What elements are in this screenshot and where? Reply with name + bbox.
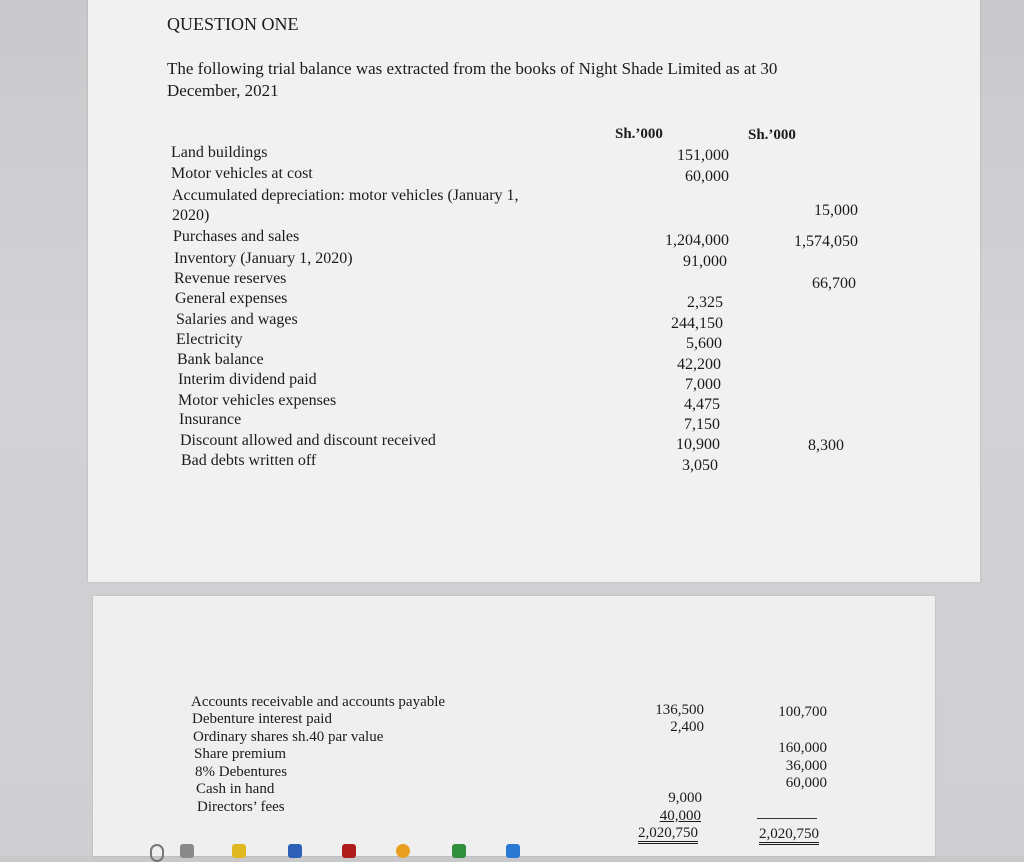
account-label: Cash in hand — [196, 781, 275, 797]
debit-amount: 1,204,000 — [665, 232, 729, 249]
credit-total-value: 2,020,750 — [759, 826, 819, 845]
debit-amount: 7,150 — [684, 416, 720, 433]
account-label: 2020) — [172, 207, 210, 224]
account-label: Debenture interest paid — [192, 711, 332, 727]
debit-total-value: 2,020,750 — [638, 825, 698, 844]
debit-amount: 5,600 — [686, 335, 722, 352]
credit-amount: 36,000 — [785, 758, 827, 774]
account-label: Salaries and wages — [176, 311, 298, 328]
taskbar — [0, 842, 1024, 856]
debit-amount: 2,400 — [670, 719, 704, 735]
debit-total — [588, 825, 698, 842]
credit-amount: 1,574,050 — [794, 233, 858, 250]
debit-amount: 91,000 — [683, 253, 727, 270]
account-label: Bad debts written off — [181, 452, 317, 469]
credit-amount: 100,700 — [778, 704, 827, 720]
account-label: Accounts receivable and accounts payable — [191, 694, 446, 710]
debit-column-header: Sh.’000 — [615, 126, 663, 142]
refresh-icon[interactable] — [150, 844, 164, 862]
debit-amount: 42,200 — [677, 356, 721, 373]
credit-amount: 66,700 — [812, 275, 856, 292]
debit-amount: 60,000 — [685, 168, 729, 185]
debit-amount: 136,500 — [655, 702, 704, 718]
debit-amount: 40,000 — [659, 808, 701, 824]
debit-amount: 151,000 — [677, 147, 729, 164]
debit-amount: 9,000 — [668, 790, 702, 806]
account-label: Interim dividend paid — [178, 371, 317, 388]
account-label: Discount allowed and discount received — [180, 432, 436, 449]
account-label: Ordinary shares sh.40 par value — [193, 729, 384, 745]
account-label: Electricity — [176, 331, 243, 348]
debit-amount: 7,000 — [685, 376, 721, 393]
account-label: Accumulated depreciation: motor vehicles (January 1, — [172, 187, 519, 204]
intro-line-2: December, 2021 — [167, 81, 279, 100]
credit-amount: 160,000 — [778, 740, 827, 756]
credit-total — [709, 826, 819, 843]
account-label: Land buildings — [171, 144, 268, 161]
debit-amount: 244,150 — [671, 315, 723, 332]
intro-text — [167, 58, 777, 102]
account-label: Motor vehicles expenses — [178, 392, 337, 409]
account-label: Revenue reserves — [174, 270, 287, 287]
question-title: QUESTION ONE — [167, 14, 299, 34]
debit-amount: 3,050 — [682, 457, 718, 474]
account-label: Motor vehicles at cost — [171, 165, 313, 182]
account-label: Inventory (January 1, 2020) — [174, 250, 353, 267]
account-label: Purchases and sales — [173, 228, 300, 245]
debit-amount: 2,325 — [687, 294, 723, 311]
credit-column-header: Sh.’000 — [748, 127, 796, 143]
credit-amount: 15,000 — [814, 202, 858, 219]
account-label: Directors’ fees — [197, 799, 285, 815]
credit-amount: 8,300 — [808, 437, 844, 454]
account-label: Insurance — [179, 411, 242, 428]
credit-amount: 60,000 — [785, 775, 827, 791]
account-label: Share premium — [194, 746, 287, 762]
credit-total-rule — [757, 818, 817, 819]
debit-amount: 10,900 — [676, 436, 720, 453]
account-label: Bank balance — [177, 351, 264, 368]
intro-line-1: The following trial balance was extracted from the books of Night Shade Limited as at 30 — [167, 59, 778, 78]
account-label: General expenses — [175, 290, 288, 307]
account-label: 8% Debentures — [195, 764, 288, 780]
debit-amount: 4,475 — [684, 396, 720, 413]
